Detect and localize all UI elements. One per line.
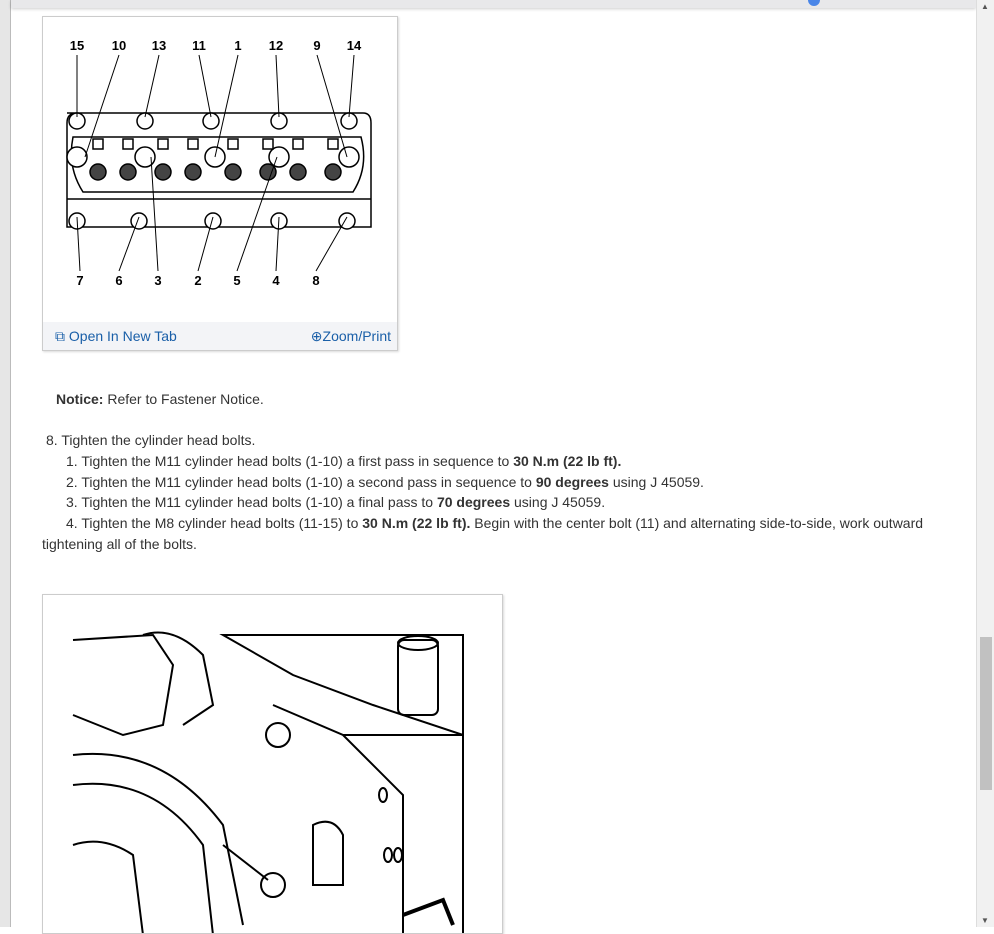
vertical-scrollbar[interactable] [976,0,994,927]
bolt-label: 5 [233,273,241,288]
leader-line [199,55,211,117]
leader-line [349,55,354,117]
bolt-label: 9 [313,38,321,53]
port [93,139,103,149]
leader-line [145,55,159,117]
open-tab-label: Open In New Tab [68,328,177,344]
zoom-print-label: Zoom/Print [322,328,391,344]
bolt-label: 8 [312,273,320,288]
bolt [131,213,147,229]
leader-line [276,55,279,117]
new-tab-icon: ⧉ [55,328,69,344]
magnifier-plus-icon: ⊕ [310,328,323,344]
port [293,139,303,149]
substep-2: 2. Tighten the M11 cylinder head bolts (1-10) a second pass in sequence to 90 degrees using J 45059. [66,474,704,490]
open-in-new-tab-link[interactable] [55,328,177,345]
port [158,139,168,149]
bolt [269,147,289,167]
bolt [135,147,155,167]
substep-1: 1. Tighten the M11 cylinder head bolts (1-10) a first pass in sequence to 30 N.m (22 lb ft). [66,453,622,469]
bolt-label: 4 [272,273,280,288]
valve [290,164,306,180]
bolt [339,147,359,167]
toolbar-button[interactable] [808,0,820,6]
engine-line-drawing [43,595,503,934]
zoom-print-link[interactable] [311,328,391,345]
port [123,139,133,149]
bolt [205,213,221,229]
valve [90,164,106,180]
port [263,139,273,149]
valve [120,164,136,180]
substep-4: 4. Tighten the M8 cylinder head bolts (11-15) to 30 N.m (22 lb ft). Begin with the center bolt (11) and alternating side-to-side, work outward [66,515,924,531]
port [228,139,238,149]
bolt-label: 12 [268,38,284,53]
substep-4-wrap: tightening all of the bolts. [42,536,197,552]
bolt-label: 7 [76,273,84,288]
valve [325,164,341,180]
cylinder-head-diagram [43,17,399,322]
port [188,139,198,149]
figure-toolbar [43,322,397,350]
bolt-label: 1 [234,38,242,53]
scrollbar-thumb[interactable] [980,637,992,790]
bolt-label: 13 [151,38,167,53]
step-title: 8. Tighten the cylinder head bolts. [46,432,256,448]
valve [155,164,171,180]
cylinder-head-bolt-sequence-figure [42,16,398,351]
left-frame [0,0,11,927]
valve [225,164,241,180]
bolt-label: 10 [111,38,127,53]
bolt-label: 15 [69,38,85,53]
bolt-label: 6 [115,273,123,288]
valve [185,164,201,180]
bolt-label: 14 [346,38,362,53]
substep-3: 3. Tighten the M11 cylinder head bolts (1-10) a final pass to 70 degrees using J 45059. [66,494,606,510]
bolt [67,147,87,167]
port [328,139,338,149]
scroll-down-arrow-icon[interactable]: ▼ [981,916,989,925]
engine-installation-figure [42,594,503,934]
notice-label: Notice: [56,391,104,407]
scroll-up-arrow-icon[interactable]: ▲ [981,2,989,11]
bolt-label: 3 [154,273,162,288]
top-toolbar [11,0,976,8]
bolt-label: 2 [194,273,202,288]
notice-body: Refer to Fastener Notice. [103,391,264,407]
notice-text [56,391,264,407]
bolt-label: 11 [192,38,206,53]
